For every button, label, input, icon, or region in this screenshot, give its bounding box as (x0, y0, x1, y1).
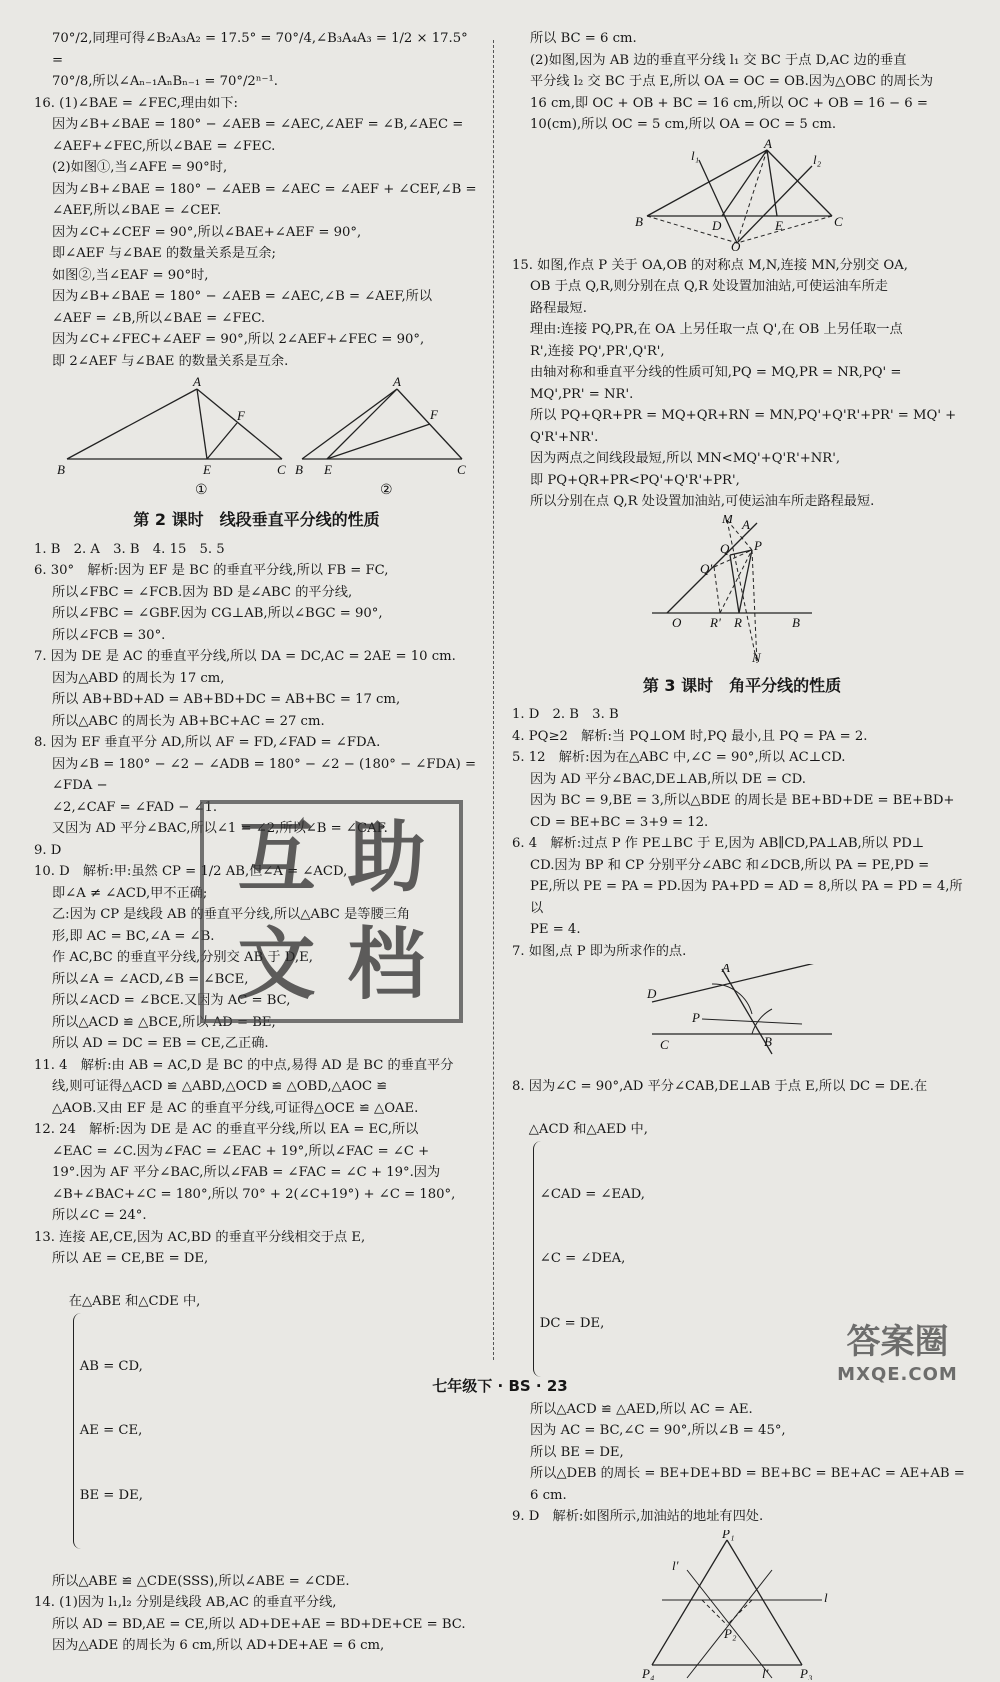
answer-line: 1. B 2. A 3. B 4. 15 5. 5 (34, 541, 225, 557)
answer-line: 乙:因为 CP 是线段 AB 的垂直平分线,所以△ABC 是等腰三角 (52, 907, 411, 922)
answer-line: 即∠A ≠ ∠ACD,甲不正确; (52, 885, 208, 901)
label-B: B (56, 462, 65, 477)
answer-line: 8. 因为∠C = 90°,AD 平分∠CAB,DE⊥AB 于点 E,所以 DC = DE.在 (512, 1079, 928, 1094)
label-l1: l₁ (691, 147, 700, 163)
answer-line: 19°.因为 AF 平分∠BAC,所以∠FAB = ∠FAC = ∠C + 19°.因为 (52, 1165, 441, 1180)
label-R-prime: R' (710, 614, 721, 630)
answer-line: 10(cm),所以 OC = 5 cm,所以 OA = OC = 5 cm. (530, 117, 837, 132)
answer-line: 70°/8,所以∠Aₙ₋₁AₙBₙ₋₁ = 70°/2ⁿ⁻¹. (52, 74, 278, 89)
answer-line: 70°/2,同理可得∠B₂A₃A₂ = 17.5° = 70°/4,∠B₃A₄A₃ = 1/2 × 17.5° = (52, 31, 472, 68)
answer-line: 所以 AD = DC = EB = CE,乙正确. (52, 1036, 269, 1051)
label-C: C (660, 1037, 669, 1052)
answer-line: 9. D (34, 842, 62, 858)
figure-14 (627, 138, 857, 253)
q13-eq-2: AE = CE, (79, 1423, 143, 1438)
answer-line: 11. 4 解析:由 AB = AC,D 是 BC 的中点,易得 AD 是 BC 的垂直平分 (34, 1057, 454, 1073)
label-F: F (429, 407, 438, 422)
q13-brace-system (73, 1313, 143, 1550)
label-B: B (792, 614, 800, 630)
answer-line: 由轴对称和垂直平分线的性质可知,PQ = MQ,PR = NR,PQ' = (530, 365, 902, 380)
answer-line: 7. 如图,点 P 即为所求作的点. (512, 943, 687, 959)
answer-line: 即 2∠AEF 与∠BAE 的数量关系是互余. (52, 353, 289, 369)
caption-fig2: ② (379, 483, 393, 498)
figure-3-9 (642, 1530, 842, 1680)
answer-line: 所以△DEB 的周长 = BE+DE+BD = BE+BC = BE+AC = AE+AB = 6 cm. (530, 1466, 970, 1503)
label-F: F (236, 408, 245, 423)
watermark-logo (805, 1320, 990, 1400)
answer-line: ∠EAC = ∠C.因为∠FAC = ∠EAC + 19°,所以∠FAC = ∠C + (52, 1143, 430, 1159)
answer-line: 6. 30° 解析:因为 EF 是 BC 的垂直平分线,所以 FB = FC, (34, 563, 389, 578)
q13-conclusion: 所以△ABE ≌ △CDE(SSS),所以∠ABE = ∠CDE. (52, 1573, 350, 1589)
right-column (512, 28, 972, 1682)
answer-line: 因为∠B+∠BAE = 180° − ∠AEB = ∠AEC,∠AEF = ∠B,∠AEC = (52, 117, 464, 132)
q8-brace-system (533, 1141, 645, 1378)
stamp-overlay (200, 800, 463, 1023)
q8-tail-text (512, 1399, 972, 1528)
label-B: B (294, 462, 303, 477)
answer-line: 因为∠B+∠BAE = 180° − ∠AEB = ∠AEC = ∠AEF + ∠CEF,∠B = (52, 181, 477, 197)
answer-line: 所以 PQ+QR+PR = MQ+QR+RN = MN,PQ'+Q'R'+PR' = MQ' + (530, 408, 957, 423)
answer-line: 作 AC,BC 的垂直平分线,分别交 AB 于 D,E, (52, 950, 313, 965)
answer-line: 5. 12 解析:因为在△ABC 中,∠C = 90°,所以 AC⊥CD. (512, 750, 846, 765)
label-A: A (722, 964, 730, 975)
answer-line: 因为∠C+∠CEF = 90°,所以∠BAE+∠AEF = 90°, (52, 224, 362, 240)
q8-eq-1: ∠CAD = ∠EAD, (539, 1186, 645, 1202)
q8-eq-2: ∠C = ∠DEA, (539, 1251, 626, 1266)
right-top-text (512, 28, 972, 136)
answer-line: 即 PQ+QR+PR<PQ'+Q'R'+PR', (530, 472, 740, 488)
q13-system-intro (34, 1270, 479, 1571)
label-E: E (323, 462, 332, 477)
answer-line: 又因为 AD 平分∠BAC,所以∠1 = ∠2,所以∠B = ∠CAF. (52, 821, 388, 836)
label-P1: P₁ (722, 1529, 735, 1541)
q8-text (512, 1076, 972, 1098)
label-R: R (734, 614, 742, 630)
label-l-prime-1: l' (672, 1557, 679, 1573)
page-footer: 七年级下 · BS · 23 (432, 1377, 568, 1395)
answer-line: (2)如图,因为 AB 边的垂直平分线 l₁ 交 BC 于点 D,AC 边的垂直 (530, 52, 907, 68)
label-C: C (456, 462, 466, 477)
answer-line: 因为△ABD 的周长为 17 cm, (52, 670, 225, 686)
answer-line: 平分线 l₂ 交 BC 于点 E,所以 OA = OC = OB.因为△OBC 的周长为 (530, 74, 934, 89)
label-O: O (672, 614, 682, 630)
answer-line: 6. 4 解析:过点 P 作 PE⊥BC 于 E,因为 AB∥CD,PA⊥AB,所以 PD⊥ (512, 836, 925, 851)
answer-line: 9. D 解析:如图所示,加油站的地址有四处. (512, 1509, 764, 1524)
label-l2: l₂ (813, 151, 822, 167)
answer-line: 即∠AEF 与∠BAE 的数量关系是互余; (52, 246, 276, 261)
answer-line: △AOB.又由 EF 是 AC 的垂直平分线,可证得△OCE ≌ △OAE. (52, 1100, 419, 1116)
answer-line: 8. 因为 EF 垂直平分 AD,所以 AF = FD,∠FAD = ∠FDA. (34, 735, 381, 750)
answer-line: 12. 24 解析:因为 DE 是 AC 的垂直平分线,所以 EA = EC,所以 (34, 1122, 419, 1137)
answer-line: 所以△ACD ≌ △BCE,所以 AD = BE, (52, 1014, 276, 1030)
answer-line: 所以 AE = CE,BE = DE, (52, 1251, 209, 1266)
answer-line: ∠AEF,所以∠BAE = ∠CEF. (52, 203, 222, 218)
label-D: D (712, 217, 722, 233)
label-D: D (647, 986, 657, 1001)
answer-line: 因为 AD 平分∠BAC,DE⊥AB,所以 DE = CD. (530, 771, 806, 787)
answer-line: 14. (1)因为 l₁,l₂ 分别是线段 AB,AC 的垂直平分线, (34, 1595, 337, 1610)
answer-line: 4. PQ≥2 解析:当 PQ⊥OM 时,PQ 最小,且 PQ = PA = 2. (512, 728, 868, 744)
section-3-title: 第 3 课时 角平分线的性质 (642, 675, 842, 695)
answer-line: 1. D 2. B 3. B (512, 707, 619, 722)
label-A: A (192, 374, 201, 389)
answer-line: 10. D 解析:甲:虽然 CP = 1/2 AB,但∠A = ∠ACD, (34, 864, 348, 879)
figure-15 (642, 515, 842, 665)
figure-16-2 (295, 374, 466, 498)
stamp-char-1: 互 (237, 812, 316, 903)
answer-line: 路程最短. (530, 300, 587, 316)
answer-line: 7. 因为 DE 是 AC 的垂直平分线,所以 DA = DC,AC = 2AE = 10 cm. (34, 649, 456, 664)
answer-line: 所以∠FCB = 30°. (52, 627, 166, 643)
answer-line: 因为△ADE 的周长为 6 cm,所以 AD+DE+AE = 6 cm, (52, 1638, 385, 1653)
answer-line: ∠AEF = ∠B,所以∠BAE = ∠FEC. (52, 310, 266, 326)
answer-line: 所以 AD = BD,AE = CE,所以 AD+DE+AE = BD+DE+CE = BC. (52, 1616, 466, 1632)
label-A: A (742, 516, 750, 532)
label-B: B (764, 1034, 772, 1049)
answer-line: 线,则可证得△ACD ≌ △ABD,△OCD ≌ △OBD,△AOC ≌ (52, 1079, 388, 1094)
label-P: P (754, 537, 762, 553)
label-l-prime-2: l' (762, 1665, 769, 1680)
answer-line: 16. (1)∠BAE = ∠FEC,理由如下: (34, 95, 238, 111)
label-E: E (202, 462, 211, 477)
answer-line: PE,所以 PE = PA = PD.因为 PA+PD = AD = 8,所以 PA = PD = 4,所以 (530, 879, 963, 916)
answer-line: 所以∠ACD = ∠BCE.又因为 AC = BC, (52, 993, 291, 1008)
left-top-text (34, 28, 479, 372)
answer-line: 13. 连接 AE,CE,因为 AC,BD 的垂直平分线相交于点 E, (34, 1229, 366, 1245)
label-Q-prime: Q' (700, 560, 713, 576)
q14-text (34, 1592, 479, 1657)
answer-line: 所以 BC = 6 cm. (530, 31, 637, 46)
answer-line: ∠AEF+∠FEC,所以∠BAE = ∠FEC. (52, 138, 276, 154)
answer-line: ∠2,∠CAF = ∠FAD − ∠1. (52, 799, 218, 815)
figure-16 (47, 374, 467, 499)
section-2-title: 第 2 课时 线段垂直平分线的性质 (133, 510, 380, 529)
label-P3: P₃ (800, 1665, 813, 1680)
label-C: C (834, 213, 843, 229)
stamp-char-2: 助 (347, 812, 426, 903)
label-P: P (692, 1010, 700, 1025)
answer-line: 16 cm,即 OC + OB + BC = 16 cm,所以 OC + OB = 16 − 6 = (530, 95, 928, 111)
answer-line: 所以 BE = DE, (530, 1444, 624, 1460)
answer-line: OB 于点 Q,R,则分别在点 Q,R 处设置加油站,可使运油车所走 (530, 279, 888, 294)
q13-eq-1: AB = CD, (79, 1358, 143, 1374)
answer-line: (2)如图①,当∠AFE = 90°时, (52, 160, 228, 175)
answer-line: MQ',PR' = NR'. (530, 386, 634, 402)
label-O: O (731, 238, 741, 253)
answer-line: R',连接 PQ',PR',Q'R', (530, 343, 665, 359)
stamp-char-3: 文 (237, 920, 316, 1011)
answer-line: 因为∠C+∠FEC+∠AEF = 90°,所以 2∠AEF+∠FEC = 90°, (52, 332, 425, 347)
answer-line: 15. 如图,作点 P 关于 OA,OB 的对称点 M,N,连接 MN,分别交 OA, (512, 257, 908, 273)
figure-16-1 (57, 374, 286, 498)
answer-line: 所以∠A = ∠ACD,∠B = ∠BCE, (52, 971, 249, 987)
q15-text (512, 255, 972, 513)
answer-line: 因为∠B = 180° − ∠2 − ∠ADB = 180° − ∠2 − (180° − ∠FDA) = ∠FDA − (52, 756, 481, 793)
label-M: M (722, 514, 733, 526)
answer-line: 因为∠B+∠BAE = 180° − ∠AEB = ∠AEC,∠B = ∠AEF,所以 (52, 289, 433, 304)
q8-system-intro-text: △ACD 和△AED 中, (528, 1122, 648, 1137)
section-3-text (512, 704, 972, 962)
answer-line: 所以∠FBC = ∠GBF.因为 CG⊥AB,所以∠BGC = 90°, (52, 606, 383, 621)
q13-eq-3: BE = DE, (79, 1487, 143, 1503)
figure-3-7 (642, 964, 842, 1074)
label-N: N (752, 649, 761, 665)
answer-line: CD = BE+BC = 3+9 = 12. (530, 814, 709, 830)
q13-system-intro-text: 在△ABE 和△CDE 中, (68, 1294, 201, 1309)
answer-line: 因为 BC = 9,BE = 3,所以△BDE 的周长是 BE+BD+DE = BE+BD+ (530, 793, 955, 808)
answer-line: ∠B+∠BAC+∠C = 180°,所以 70° + 2(∠C+19°) + ∠C = 180°, (52, 1186, 456, 1202)
answer-line: Q'R'+NR'. (530, 429, 599, 445)
answer-line: 所以∠FBC = ∠FCB.因为 BD 是∠ABC 的平分线, (52, 584, 353, 600)
watermark-main: 答案圈 (846, 1322, 949, 1362)
label-l: l (824, 1589, 828, 1605)
watermark-url: MXQE.COM (837, 1364, 958, 1385)
answer-line: 理由:连接 PQ,PR,在 OA 上另任取一点 Q',在 OB 上另任取一点 (530, 322, 903, 337)
answer-line: 形,即 AC = BC,∠A = ∠B. (52, 928, 215, 944)
label-A: A (764, 137, 772, 151)
answer-line: 所以分别在点 Q,R 处设置加油站,可使运油车所走路程最短. (530, 494, 875, 509)
label-P4: P₄ (642, 1665, 655, 1680)
answer-line: CD.因为 BP 和 CP 分别平分∠ABC 和∠DCB,所以 PA = PE,PD = (530, 857, 930, 873)
label-E: E (775, 217, 783, 233)
label-Q: Q (720, 540, 730, 556)
label-A: A (392, 374, 401, 389)
q8-eq-3: DC = DE, (539, 1315, 605, 1331)
answer-line: PE = 4. (530, 922, 581, 937)
stamp-char-4: 档 (347, 920, 426, 1011)
label-B: B (635, 213, 643, 229)
answer-line: 所以△ABC 的周长为 AB+BC+AC = 27 cm. (52, 713, 325, 729)
answer-line: 因为 AC = BC,∠C = 90°,所以∠B = 45°, (530, 1423, 786, 1438)
label-C: C (276, 462, 286, 477)
label-P2: P₂ (724, 1625, 737, 1641)
answer-line: 所以△ACD ≌ △AED,所以 AC = AE. (530, 1401, 753, 1417)
column-divider (493, 40, 494, 1360)
answer-line: 所以∠C = 24°. (52, 1208, 147, 1223)
answer-line: 因为两点之间线段最短,所以 MN<MQ'+Q'R'+NR', (530, 451, 841, 466)
answer-line: 如图②,当∠EAF = 90°时, (52, 267, 209, 283)
answer-line: 所以 AB+BD+AD = AB+BD+DC = AB+BC = 17 cm, (52, 692, 401, 707)
caption-fig1: ① (194, 483, 208, 498)
